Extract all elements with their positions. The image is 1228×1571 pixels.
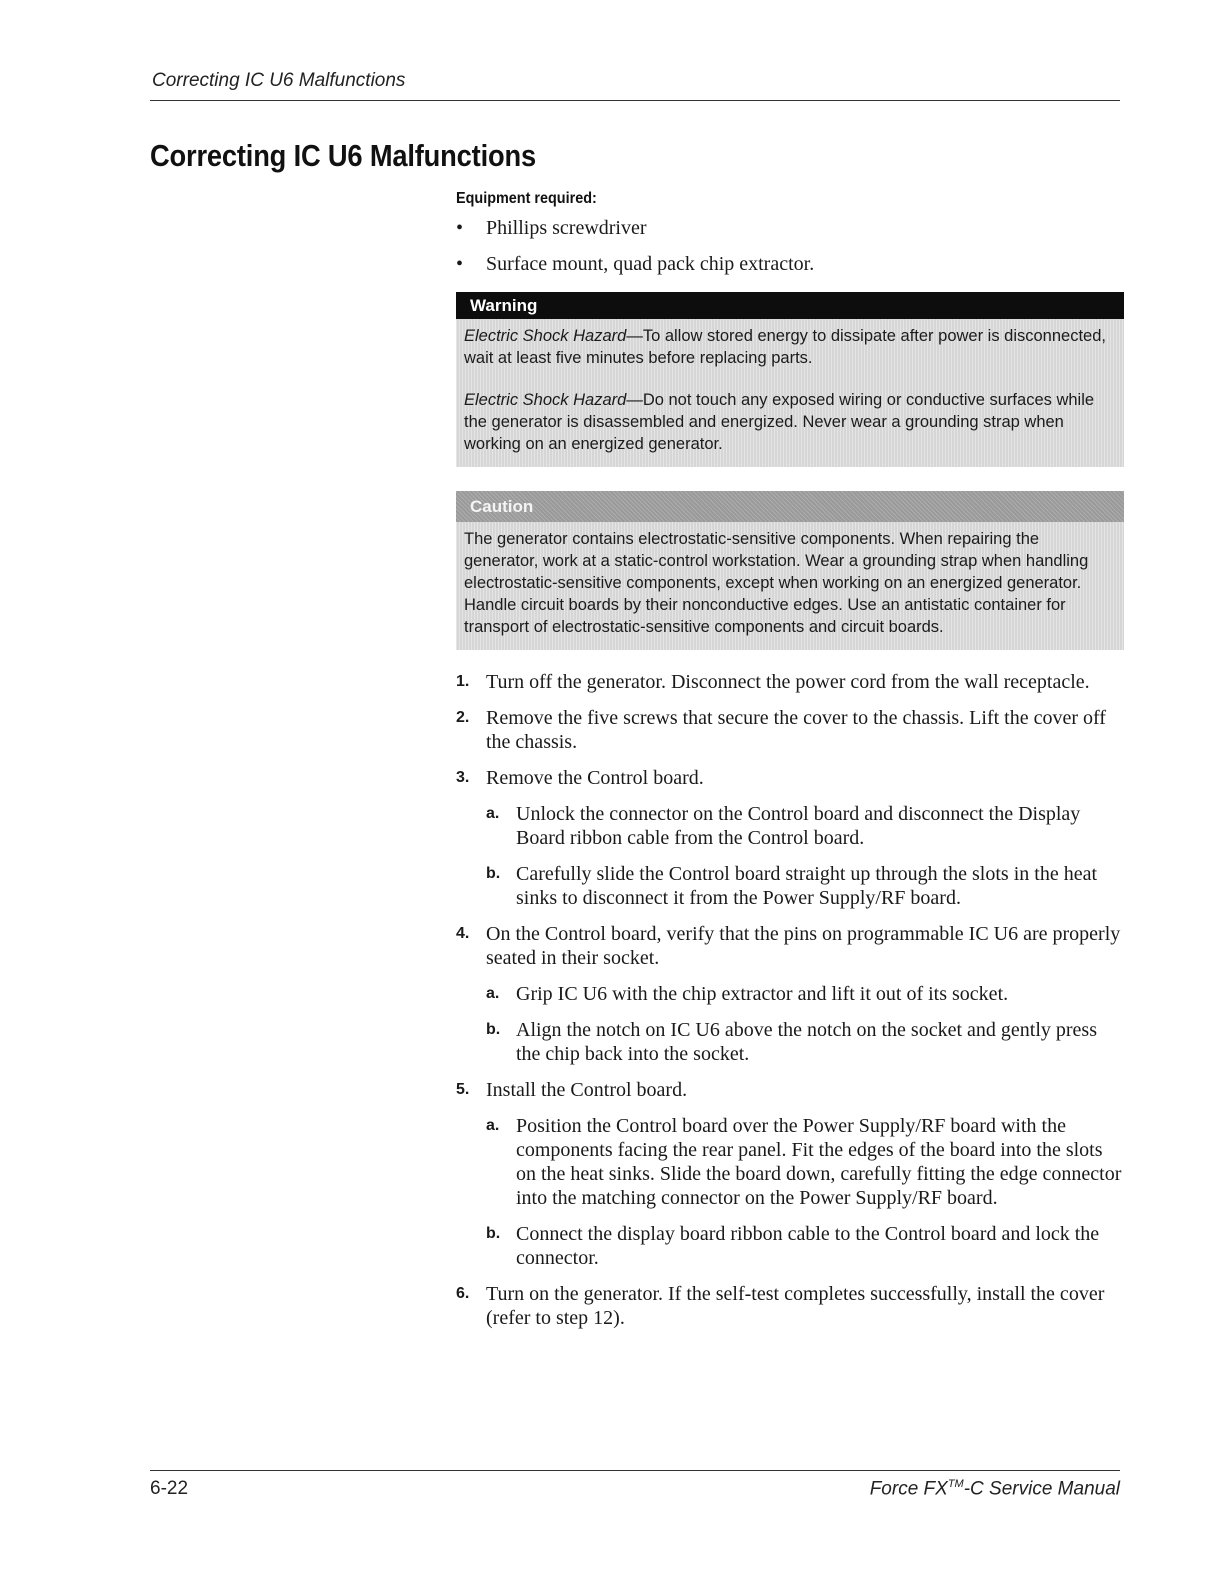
equipment-label: Equipment required:: [456, 190, 597, 207]
step-item: 6. Turn on the generator. If the self-test completes successfully, install the cover (refer to step 12).: [456, 1283, 1105, 1329]
list-item: • Surface mount, quad pack chip extractor.: [456, 253, 815, 275]
header-divider: [150, 100, 1120, 101]
main-content: [456, 190, 1124, 1342]
step-item: 2. Remove the five screws that secure the cover to the chassis. Lift the cover off the chassis.: [456, 707, 1106, 753]
equipment-list: [456, 216, 1124, 276]
substep-item: b. Carefully slide the Control board straight up through the slots in the heat sinks to disconnect it from the Power Supply/RF board.: [486, 863, 1098, 909]
substeps: [486, 982, 1124, 1066]
bullet-icon: •: [456, 217, 464, 239]
step-item: 3. Remove the Control board. a. Unlock the connector on the Control board and disconnect the Display Board ribbon cable from the Control board. b. Carefully slide the Control board straight up through the slots in the heat sinks to disconnect it from the Power Supply/RF board.: [456, 766, 1124, 910]
step-item: 5. Install the Control board. a. Position the Control board over the Power Supply/RF board with the components facing the rear panel. Fit the edges of the board into the slots on the heat sinks. Slide the board down, carefully fitting the edge connector into the matching connector on the Power Supply/RF board. b. Connect the display board ribbon cable to the Control board and lock the connector.: [456, 1078, 1124, 1270]
caution-label: Caution: [456, 491, 1124, 522]
bullet-icon: •: [456, 253, 464, 275]
caution-box: [456, 491, 1124, 650]
manual-title: Force FX™-C Service Manual: [869, 1478, 1120, 1500]
footer-divider: [150, 1470, 1120, 1471]
procedure-steps: [456, 670, 1124, 1330]
page-number: 6-22: [150, 1478, 189, 1499]
trademark-mark: TM: [947, 1478, 964, 1490]
running-header: Correcting IC U6 Malfunctions: [152, 70, 406, 91]
warning-paragraph: Electric Shock Hazard—To allow stored energy to dissipate after power is disconnected, wait at least five minutes before replacing parts.: [464, 327, 1106, 367]
step-item: 4. On the Control board, verify that the pins on programmable IC U6 are properly seated in their socket. a. Grip IC U6 with the chip extractor and lift it out of its socket. b. Align the notch on IC U6 above the notch on the socket and gently press the chip back into the socket.: [456, 922, 1124, 1066]
warning-box: [456, 292, 1124, 467]
substep-item: b. Connect the display board ribbon cable to the Control board and lock the connector.: [486, 1223, 1100, 1269]
page-title: Correcting IC U6 Malfunctions: [150, 138, 536, 173]
substeps: [486, 1114, 1124, 1270]
substep-item: a. Unlock the connector on the Control board and disconnect the Display Board ribbon cable from the Control board.: [486, 803, 1081, 849]
substep-item: b. Align the notch on IC U6 above the notch on the socket and gently press the chip back into the socket.: [486, 1019, 1097, 1065]
substep-item: a. Position the Control board over the Power Supply/RF board with the components facing the rear panel. Fit the edges of the board into the slots on the heat sinks. Slide the board down, carefully fitting the edge connector into the matching connector on the Power Supply/RF board.: [486, 1115, 1122, 1209]
list-item: • Phillips screwdriver: [456, 217, 647, 239]
caution-text: The generator contains electrostatic-sensitive components. When repairing the generator, work at a static-control workstation. Wear a grounding strap when handling electrostatic-sensitive components, except when working on an energized generator. Handle circuit boards by their nonconductive edges. Use an antistatic container for transport of electrostatic-sensitive components and circuit boards.: [464, 530, 1089, 636]
step-item: 1. Turn off the generator. Disconnect the power cord from the wall receptacle.: [456, 671, 1090, 693]
substeps: [486, 802, 1124, 910]
substep-item: a. Grip IC U6 with the chip extractor and lift it out of its socket.: [486, 983, 1009, 1005]
warning-label: Warning: [456, 292, 1124, 319]
caution-body: [456, 522, 1124, 650]
warning-body: [456, 319, 1124, 467]
warning-paragraph: Electric Shock Hazard—Do not touch any exposed wiring or conductive surfaces while the generator is disassembled and energized. Never wear a grounding strap when working on an energized generator.: [464, 391, 1095, 453]
